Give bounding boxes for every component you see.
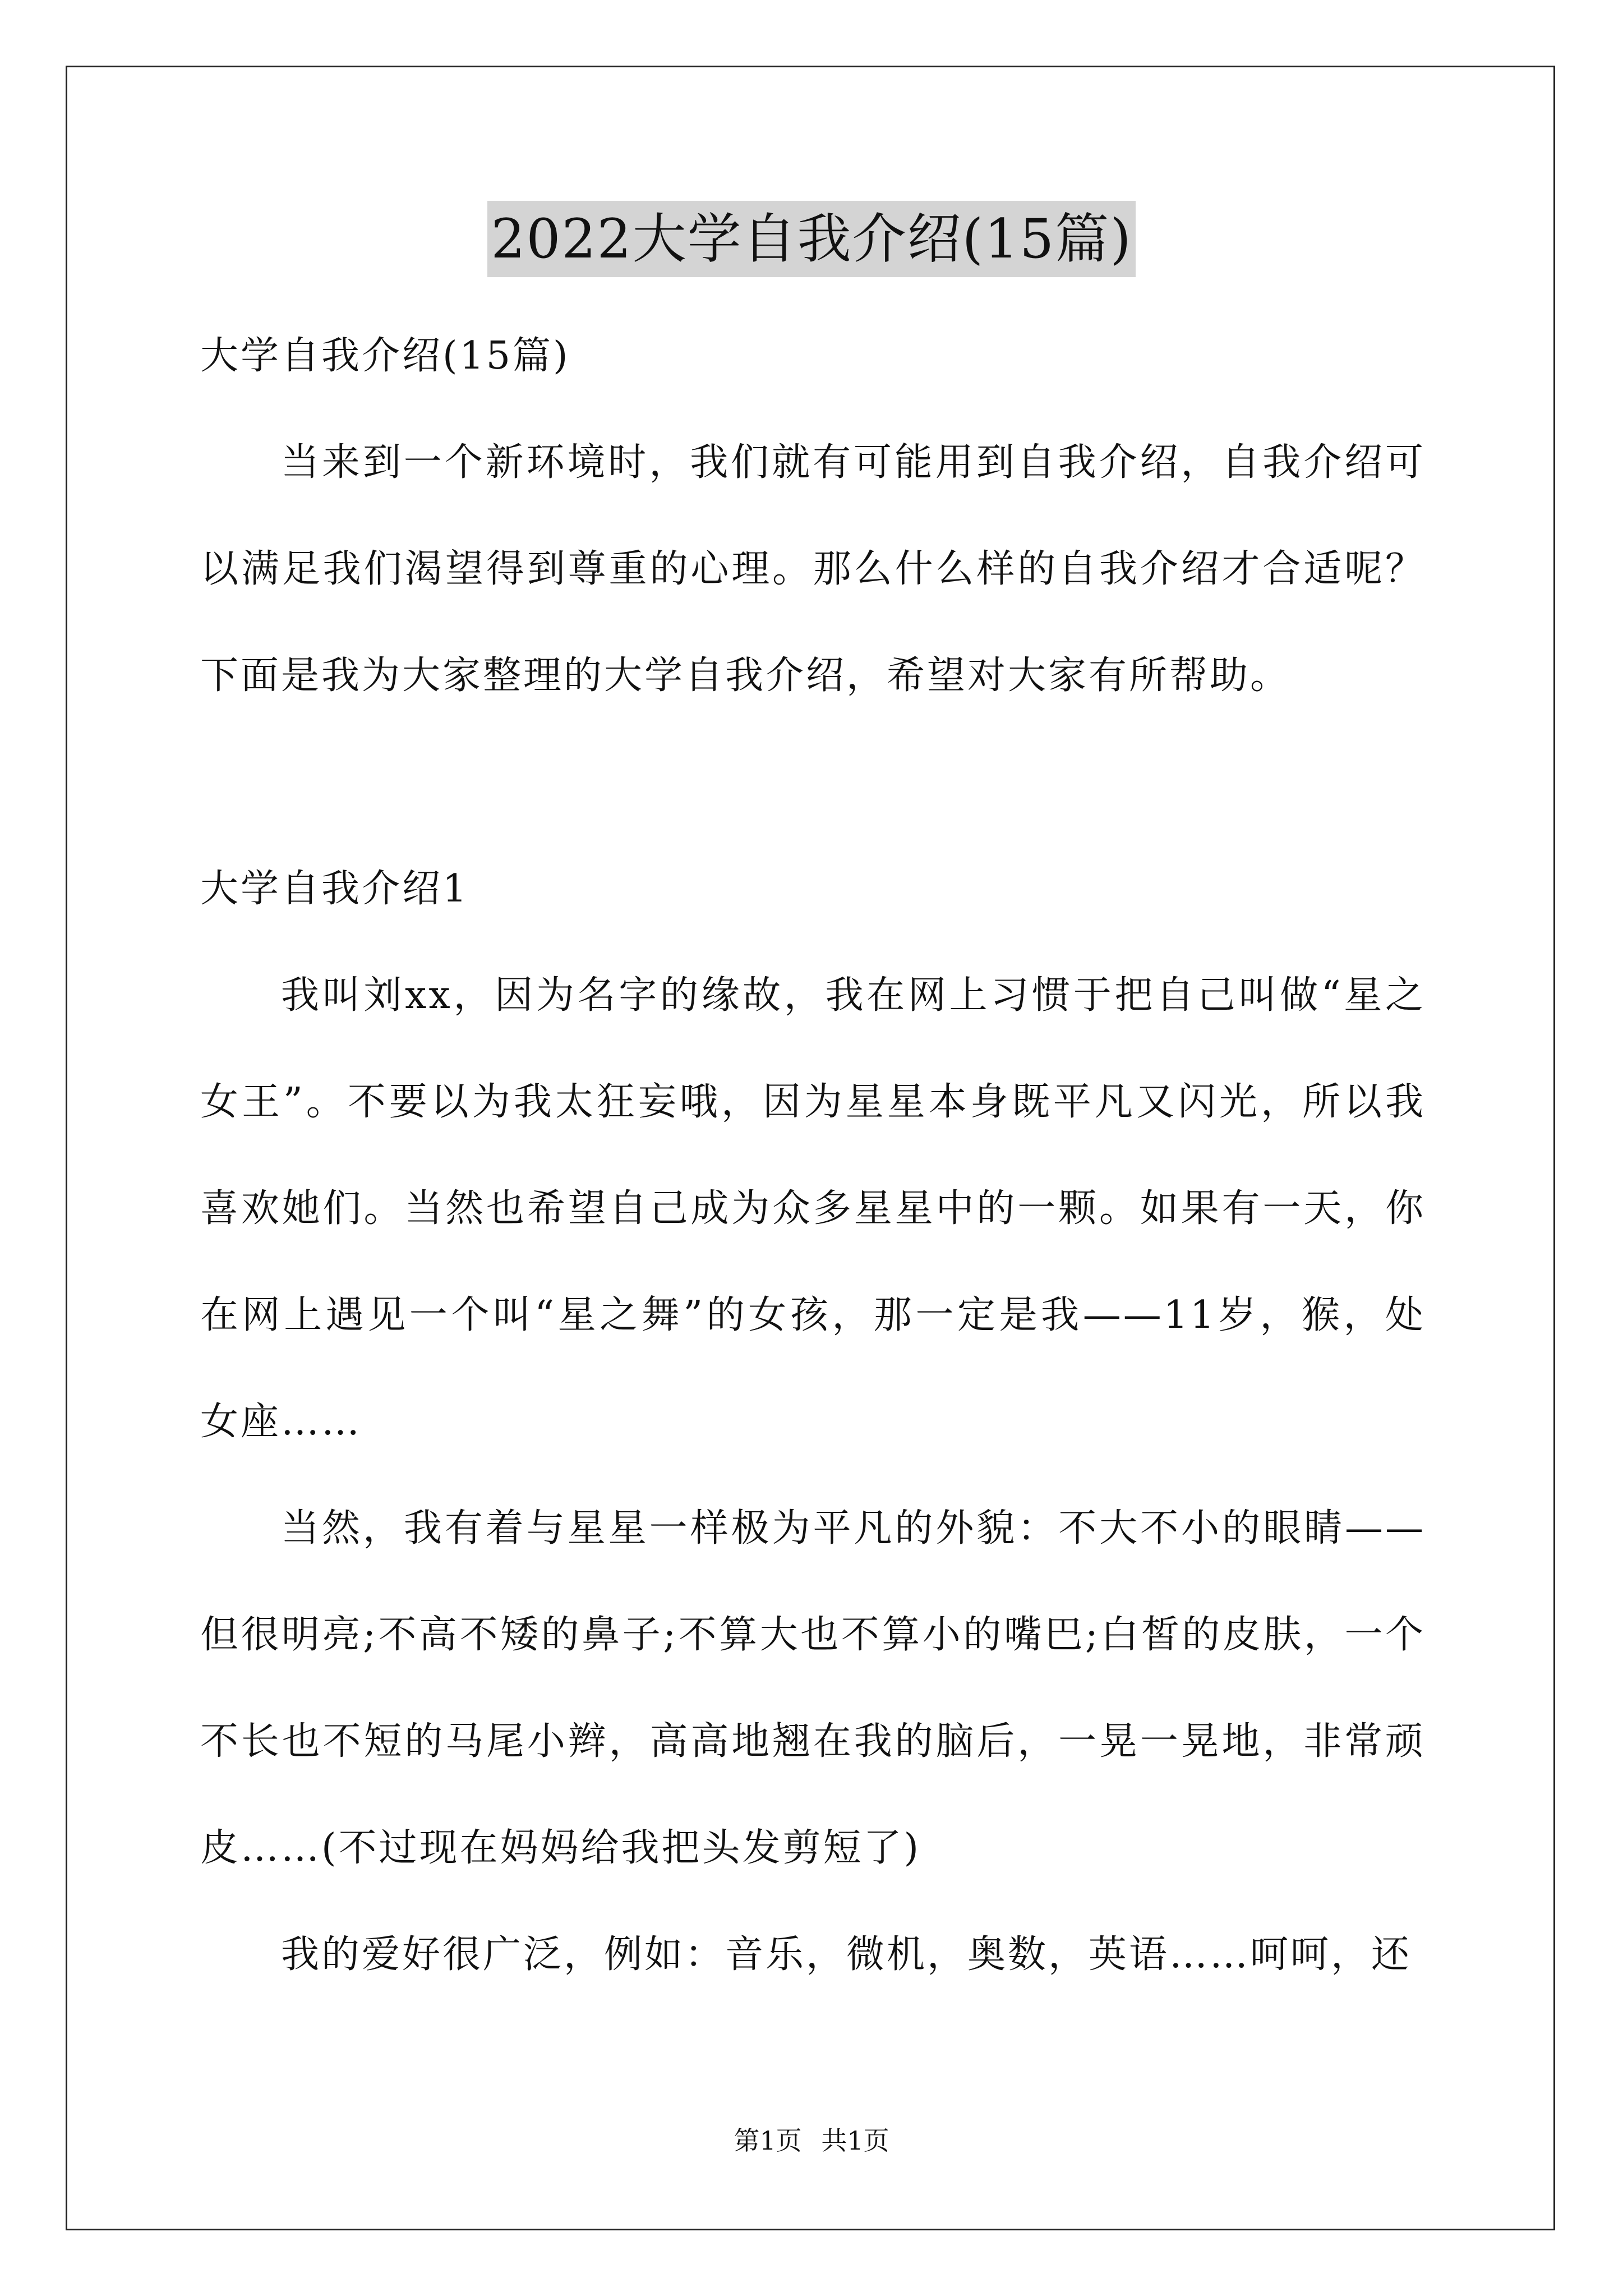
intro-paragraph: 当来到一个新环境时，我们就有可能用到自我介绍，自我介绍可以满足我们渴望得到尊重的心理。那么什么样的自我介绍才合适呢？下面是我为大家整理的大学自我介绍，希望对大家有所帮助。 xyxy=(200,440,1426,698)
page-footer xyxy=(0,2124,1623,2157)
title-container xyxy=(0,201,1623,277)
body-paragraph: 我叫刘xx，因为名字的缘故，我在网上习惯于把自己叫做“星之女王”。不要以为我太狂妄哦，因为星星本身既平凡又闪光，所以我喜欢她们。当然也希望自己成为众多星星中的一颗。如果有一天，你在网上遇见一个叫“星之舞”的女孩，那一定是我——11岁，猴，处女座…… xyxy=(200,973,1426,1444)
page-count: 共1页 xyxy=(821,2125,889,2156)
document-subtitle: 大学自我介绍(15篇) xyxy=(200,334,570,378)
document-body xyxy=(200,303,1426,2008)
document-title: 2022大学自我介绍(15篇) xyxy=(487,201,1135,277)
body-paragraph: 我的爱好很广泛，例如：音乐，微机，奥数，英语……呵呵，还 xyxy=(281,1932,1412,1977)
section-heading: 大学自我介绍1 xyxy=(200,867,469,911)
page-number: 第1页 xyxy=(734,2125,802,2156)
section-spacer xyxy=(200,729,1426,836)
body-paragraph: 当然，我有着与星星一样极为平凡的外貌：不大不小的眼睛——但很明亮;不高不矮的鼻子;不算大也不算小的嘴巴;白皙的皮肤，一个不长也不短的马尾小辫，高高地翘在我的脑后，一晃一晃地，非常顽皮……(不过现在妈妈给我把头发剪短了) xyxy=(200,1506,1426,1870)
